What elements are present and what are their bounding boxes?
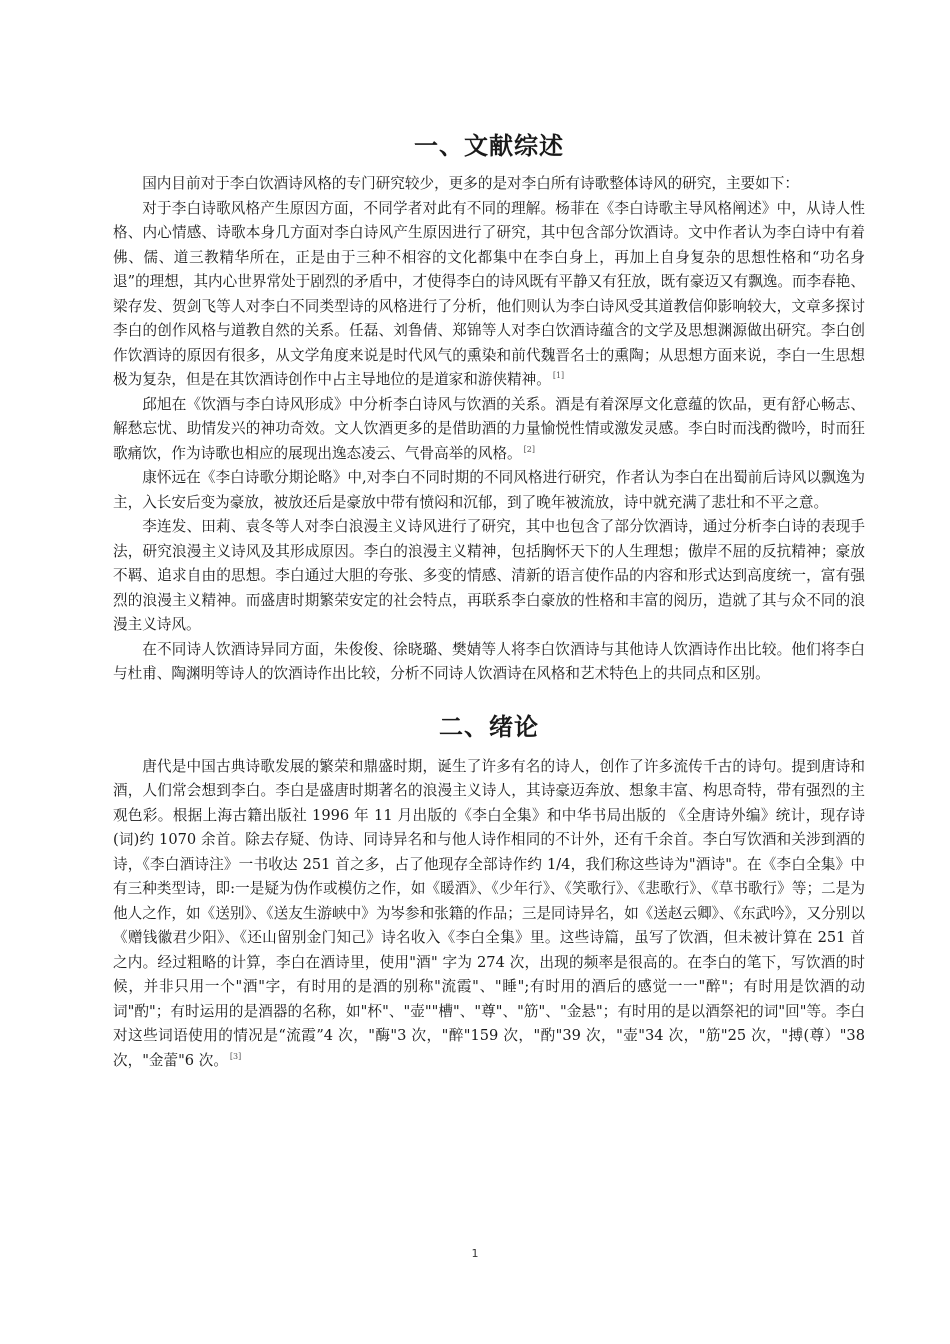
paragraph-text: 李连发、田莉、袁冬等人对李白浪漫主义诗风进行了研究，其中也包含了部分饮酒诗，通过分析李白诗的表现手法，研究浪漫主义诗风及其形成原因。李白的浪漫主义精神，包括胸怀天下的人生理想；傲岸不屈的反抗精神；豪放不羁、追求自由的思想。李白通过大胆的夸张、多变的情感、清新的语言使作品的内容和形式达到高度统一，富有强烈的浪漫主义精神。而盛唐时期繁荣安定的社会特点，再联系李白豪放的性格和丰富的阅历，造就了其与众不同的浪漫主义诗风。 [113, 518, 865, 633]
paragraph-text: 邱旭在《饮酒与李白诗风形成》中分析李白诗风与饮酒的关系。酒是有着深厚文化意蕴的饮品，更有舒心畅志、解愁忘忧、助情发兴的神功奇效。文人饮酒更多的是借助酒的力量愉悦性情或激发灵感。李白时而浅酌微吟，时而狂歌痛饮，作为诗歌也相应的展现出逸态凌云、气骨高举的风格。 [113, 395, 865, 462]
paragraph [113, 393, 865, 467]
paragraph [113, 515, 865, 638]
paragraph [113, 755, 865, 1074]
section-heading-literature-review: 一、文献综述 [414, 132, 564, 160]
paragraph [113, 638, 865, 687]
citation-marker: [1] [552, 371, 565, 381]
citation-marker: [2] [523, 444, 535, 454]
citation-marker: [3] [229, 1051, 242, 1061]
paragraph [113, 197, 865, 393]
paragraph-text: 在不同诗人饮酒诗异同方面，朱俊俊、徐晓璐、樊婧等人将李白饮酒诗与其他诗人饮酒诗作出比较。他们将李白与杜甫、陶渊明等诗人的饮酒诗作出比较，分析不同诗人饮酒诗在风格和艺术特色上的共同点和区别。 [113, 640, 865, 682]
paragraph-text: 唐代是中国古典诗歌发展的繁荣和鼎盛时期，诞生了许多有名的诗人，创作了许多流传千古的诗句。提到唐诗和酒，人们常会想到李白。李白是盛唐时期著名的浪漫主义诗人，其诗豪迈奔放、想象丰富、构思奇特，带有强烈的主观色彩。根据上海古籍出版社 1996 年 11 月出版的《李白全集》和中华书局出版的 《全唐诗外编》统计，现存诗(词)约 1070 余首。除去存疑、伪诗、同诗异名和与他人诗作相同的不计外，还有千余首。李白写饮酒和关涉到酒的诗，《李白酒诗注》一书收达 251 首之多，占了他现存全部诗作约 1/4，我们称这些诗为"酒诗"。在《李白全集》中有三种类型诗，即:一是疑为伪作或模仿之作，如《暖酒》、《少年行》、《笑歌行》、《悲歌行》、《草书歌行》等；二是为他人之作，如《送别》、《送友生游峡中》为岑参和张籍的作品；三是同诗异名，如《送赵云卿》、《东武吟》，又分别以《赠钱徽君少阳》、《还山留别金门知己》诗名收入《李白全集》里。这些诗篇，虽写了饮酒，但未被计算在 251 首之内。经过粗略的计算，李白在酒诗里，使用"酒" 字为 274 次，出现的频率是很高的。在李白的笔下，写饮酒的时候，并非只用一个"酒"字，有时用的是酒的别称"流霞"、"睡";有时用的酒后的感觉一一"醉"；有时用是饮酒的动词"酌"；有时运用的是酒器的名称，如"杯"、"壶""槽"、"尊"、"筋"、"金悬"；有时用的是以酒祭祀的词"回"等。李白对这些词语使用的情况是“流霞”4 次，"酶"3 次，"醉"159 次，"酌"39 次，"壶"34 次，"筋"25 次，"搏(尊）"38 次，"金蕾"6 次。 [113, 757, 865, 1069]
page-content [113, 128, 865, 1073]
paragraph-text: 对于李白诗歌风格产生原因方面，不同学者对此有不同的理解。杨菲在《李白诗歌主导风格阐述》中，从诗人性格、内心情感、诗歌本身几方面对李白诗风产生原因进行了研究，其中包含部分饮酒诗。文中作者认为李白诗中有着佛、儒、道三教精华所在，正是由于三种不相容的文化都集中在李白身上，再加上自身复杂的思想性格和“功名身退”的理想，其内心世界常处于剧烈的矛盾中，才使得李白的诗风既有平静又有狂放，既有豪迈又有飘逸。而李春艳、梁存发、贺剑飞等人对李白不同类型诗的风格进行了分析，他们则认为李白诗风受其道教信仰影响较大，文章多探讨李白的创作风格与道教自然的关系。任磊、刘鲁倩、郑锦等人对李白饮酒诗蕴含的文学及思想渊源做出研究。李白创作饮酒诗的原因有很多，从文学角度来说是时代风气的熏染和前代魏晋名士的熏陶；从思想方面来说，李白一生思想极为复杂，但是在其饮酒诗创作中占主导地位的是道家和游侠精神。 [113, 199, 865, 388]
paragraph-text: 康怀远在《李白诗歌分期论略》中,对李白不同时期的不同风格进行研究，作者认为李白在出蜀前后诗风以飘逸为主，入长安后变为豪放，被放还后是豪放中带有愤闷和沉郁，到了晚年被流放，诗中就充满了悲壮和不平之意。 [113, 469, 865, 511]
paragraph-text: 国内目前对于李白饮酒诗风格的专门研究较少，更多的是对李白所有诗歌整体诗风的研究，主要如下： [142, 175, 799, 192]
paragraph [113, 172, 865, 197]
section-heading-introduction: 二、绪论 [439, 712, 539, 741]
page-number: 1 [471, 1247, 479, 1260]
paragraph [113, 466, 865, 515]
